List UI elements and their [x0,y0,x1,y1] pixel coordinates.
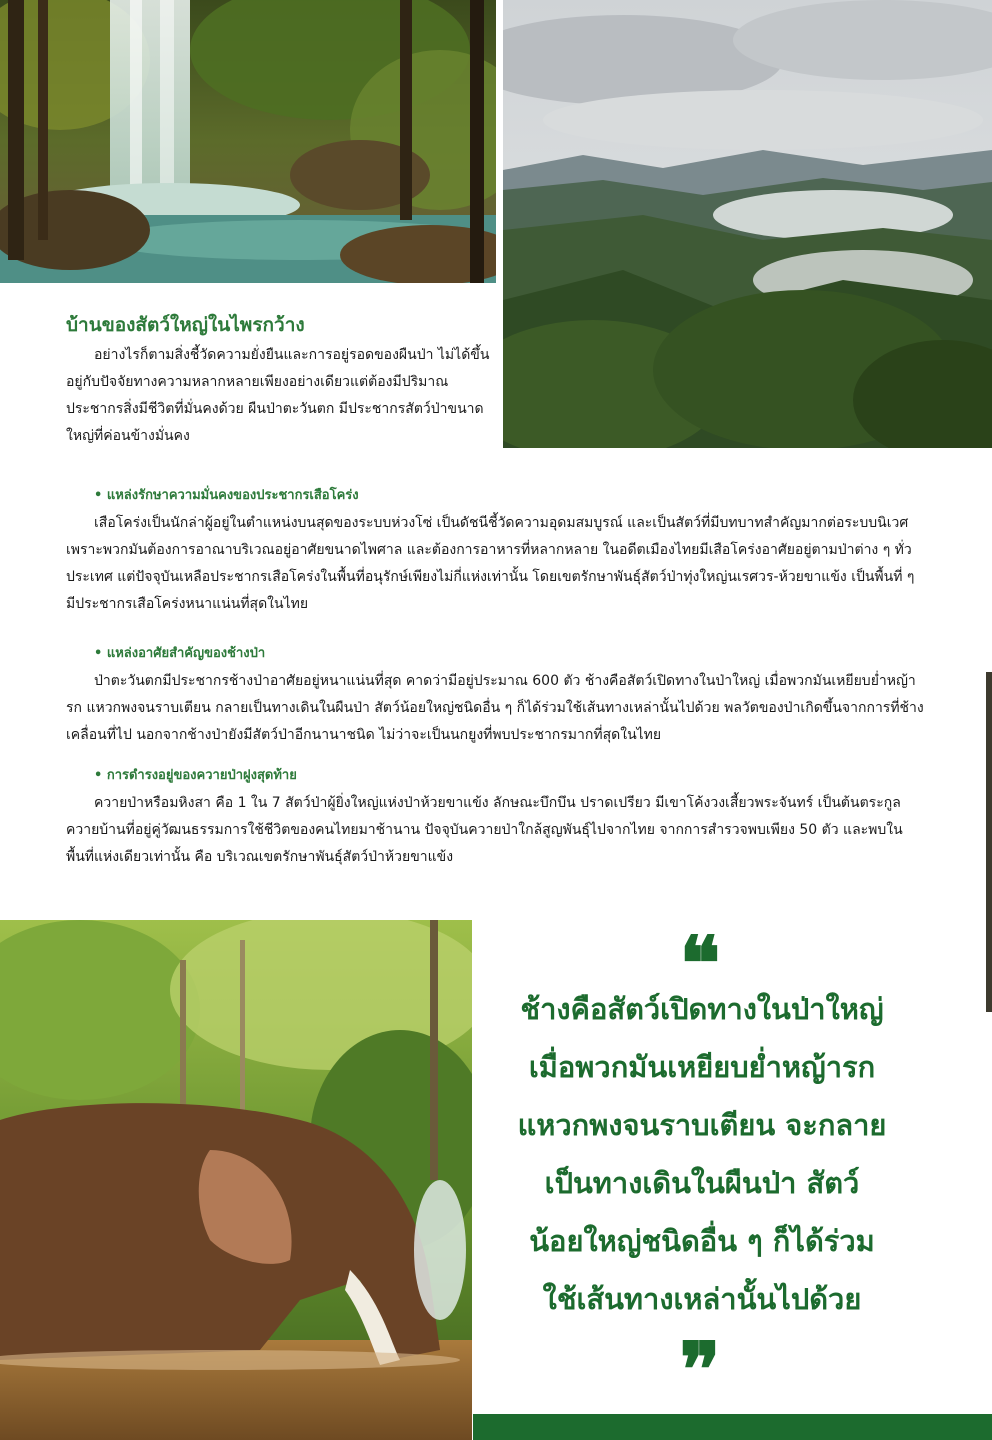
pull-quote [488,980,916,1328]
section-title: • การดำรงอยู่ของควายป่าฝูงสุดท้าย [94,768,297,783]
open-quote-icon: ❝ [679,934,721,984]
intro-paragraph: อย่างไรก็ตามสิ่งชี้วัดความยั่งยืนและการอยู่รอดของผืนป่า ไม่ได้ขึ้นอยู่กับปัจจัยทางความหลากหลายเพียงอย่างเดียวแต่ต้องมีปริมาณประชากรสิ่งมีชีวิตที่มั่นคงด้วย ผืนป่าตะวันตก มีประชากรสัตว์ป่าขนาดใหญ่ที่ค่อนข้างมั่นคง [66,347,490,444]
section-buffalo [66,766,928,871]
pull-quote-line: น้อยใหญ่ชนิดอื่น ๆ ก็ได้ร่วม [529,1224,875,1258]
section-title: • แหล่งรักษาความมั่นคงของประชากรเสือโคร่ง [94,488,359,503]
close-quote-icon: ❞ [679,1340,721,1390]
pull-quote-line: ช้างคือสัตว์เปิดทางในป่าใหญ่ [520,992,884,1026]
section-body: ป่าตะวันตกมีประชากรช้างป่าอาศัยอยู่หนาแน่นที่สุด คาดว่ามีอยู่ประมาณ 600 ตัว ช้างคือสัตว์เปิดทางในป่าใหญ่ เมื่อพวกมันเหยียบย่ำหญ้ารก แหวกพงจนราบเตียน กลายเป็นทางเดินในผืนป่า สัตว์น้อยใหญ่ชนิดอื่น ๆ ก็ได้ร่วมใช้เส้นทางเหล่านั้นไปด้วย พลวัตของป่าเกิดขึ้นจากการที่ช้างเคลื่อนที่ไป นอกจากช้างป่ายังมีสัตว์ป่าอีกนานาชนิด ไม่ว่าจะเป็นนกยูงที่พบประชากรมากที่สุดในไทย [66,673,924,743]
page-edge-mark [986,672,992,1012]
pull-quote-line: แหวกพงจนราบเตียน จะกลาย [517,1108,887,1142]
section-body: เสือโคร่งเป็นนักล่าผู้อยู่ในตำแหน่งบนสุดของระบบห่วงโซ่ เป็นดัชนีชี้วัดความอุดมสมบูรณ์ และเป็นสัตว์ที่มีบทบาทสำคัญมากต่อระบบนิเวศ เพราะพวกมันต้องการอาณาบริเวณอยู่อาศัยขนาดไพศาล และต้องการอาหารที่หลากหลาย ในอดีตเมืองไทยมีเสือโคร่งอาศัยอยู่ตามป่าต่าง ๆ ทั่วประเทศ แต่ปัจจุบันเหลือประชากรเสือโคร่งในพื้นที่อนุรักษ์เพียงไม่กี่แห่งเท่านั้น โดยเขตรักษาพันธุ์สัตว์ป่าทุ่งใหญ่นเรศวร-ห้วยขาแข้ง เป็นพื้นที่ ๆ มีประชากรเสือโคร่งหนาแน่นที่สุดในไทย [66,515,915,612]
section-body: ควายป่าหรือมหิงสา คือ 1 ใน 7 สัตว์ป่าผู้ยิ่งใหญ่แห่งป่าห้วยขาแข้ง ลักษณะบึกบึน ปราดเปรียว มีเขาโค้งวงเสี้ยวพระจันทร์ เป็นต้นตระกูลควายบ้านที่อยู่คู่วัฒนธรรมการใช้ชีวิตของคนไทยมาช้านาน ปัจจุบันควายป่าใกล้สูญพันธุ์ไปจากไทย จากการสำรวจพบเพียง 50 ตัว และพบในพื้นที่แห่งเดียวเท่านั้น คือ บริเวณเขตรักษาพันธุ์สัตว์ป่าห้วยขาแข้ง [66,795,903,865]
section-title: • แหล่งอาศัยสำคัญของช้างป่า [94,646,266,661]
section-tiger [66,486,928,618]
article-heading: บ้านของสัตว์ใหญ่ในไพรกว้าง [66,314,305,336]
waterfall-photo [0,0,496,283]
mountain-forest-photo [503,0,992,448]
section-elephant [66,644,928,749]
footer-green-bar [473,1414,992,1440]
pull-quote-line: ใช้เส้นทางเหล่านั้นไปด้วย [542,1282,862,1316]
pull-quote-line: เป็นทางเดินในผืนป่า สัตว์ [544,1166,860,1200]
elephant-photo [0,920,472,1440]
pull-quote-line: เมื่อพวกมันเหยียบย่ำหญ้ารก [528,1050,876,1084]
